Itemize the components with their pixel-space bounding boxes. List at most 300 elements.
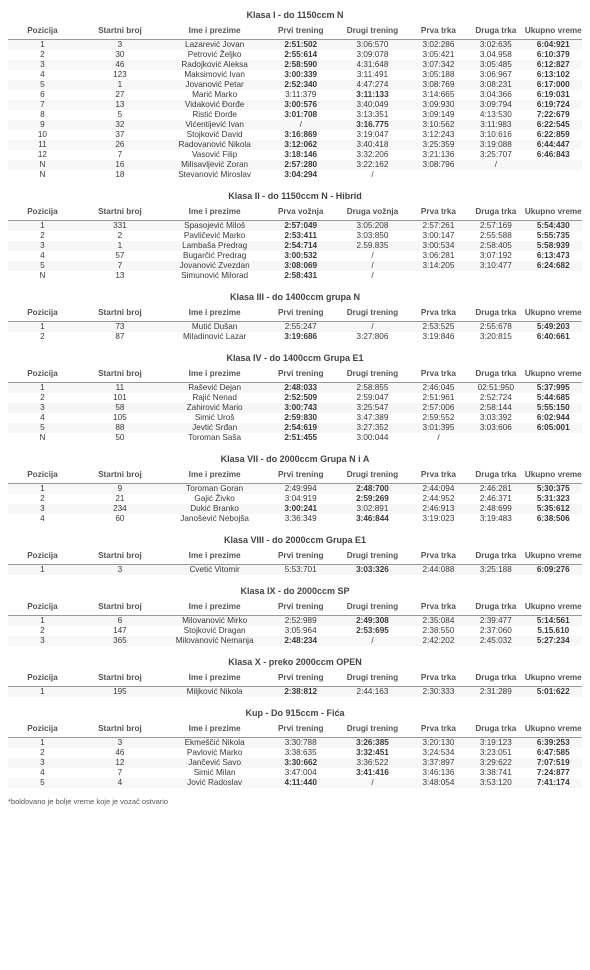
table-row	[8, 393, 582, 403]
column-header: Prva trka	[410, 22, 467, 40]
table-row	[8, 241, 582, 251]
table-cell: 3:03:850	[356, 231, 389, 240]
table-cell: 3:07:192	[479, 251, 512, 260]
table-cell: 2	[40, 494, 45, 503]
table-cell: 2:58:144	[467, 403, 524, 413]
table-cell: 3:04:919	[284, 494, 317, 503]
table-cell: 4:47:274	[335, 80, 410, 90]
table-cell: 7	[117, 150, 123, 159]
table-cell: Simunović Milorad	[181, 271, 249, 280]
table-cell: 2	[117, 231, 123, 240]
table-cell: Milisavljević Zoran	[163, 160, 266, 170]
table-cell: Jančević Savo	[163, 758, 266, 768]
table-cell: 3:26:385	[335, 738, 410, 749]
table-cell: 2:35:084	[410, 616, 467, 627]
table-cell: 2:44:952	[422, 494, 455, 503]
table-cell: 2:49:994	[266, 484, 335, 495]
table-cell: 3	[8, 241, 77, 251]
column-header: Ime i prezime	[163, 669, 266, 687]
table-cell: 2:51:961	[422, 393, 455, 402]
header-row	[8, 304, 582, 322]
table-cell: 11	[77, 383, 163, 394]
table-cell: 3:29:622	[467, 758, 524, 768]
table-cell: Simić Milan	[193, 768, 236, 777]
table-cell: /	[335, 636, 410, 646]
table-cell: 3:01:395	[410, 423, 467, 433]
column-header: Prvi trening	[266, 547, 335, 565]
table-cell: 3:38:635	[284, 748, 317, 757]
table-cell: 57	[115, 251, 125, 260]
table-cell: 4:31:648	[335, 60, 410, 70]
table-cell: 1	[77, 80, 163, 90]
table-cell: 3:05:421	[422, 50, 455, 59]
table-cell: Pavlović Marko	[186, 748, 243, 757]
table-cell: 2:44:088	[410, 565, 467, 576]
table-cell: 5	[8, 261, 77, 271]
table-cell: 3:16.775	[335, 120, 410, 130]
table-cell: 3:22:162	[335, 160, 410, 170]
table-cell: Marić Marko	[192, 90, 238, 99]
table-cell: 3:08:769	[410, 80, 467, 90]
table-cell: Radojković Aleksa	[163, 60, 266, 70]
table-cell: 6:09:276	[525, 565, 582, 576]
table-cell: 7	[77, 261, 163, 271]
table-cell: 12	[77, 758, 163, 768]
table-cell: 60	[115, 514, 125, 523]
table-cell: 3:00:339	[284, 70, 318, 79]
table-cell: 2:58:405	[467, 241, 524, 251]
table-cell: 88	[77, 423, 163, 433]
table-cell: 6	[40, 90, 45, 99]
table-cell: /	[371, 170, 374, 179]
table-cell: 3:09:078	[356, 50, 389, 59]
column-header: Ime i prezime	[163, 547, 266, 565]
table-cell: 32	[77, 120, 163, 130]
column-header: Druga trka	[467, 365, 524, 383]
table-cell: 3:12:243	[422, 130, 455, 139]
column-header: Drugi trening	[335, 304, 410, 322]
table-cell: 3:09:794	[467, 100, 524, 110]
class-title: Klasa IV - do 1400ccm Grupa E1	[226, 353, 364, 363]
class-section	[8, 452, 582, 524]
table-cell: 2:30:333	[410, 687, 467, 698]
column-header: Drugi trening	[335, 720, 410, 738]
column-header: Ukupno vreme	[525, 304, 582, 322]
table-cell: 2:59:047	[356, 393, 389, 402]
table-cell: 2:55:678	[467, 322, 524, 333]
table-row	[8, 626, 582, 636]
table-cell	[467, 271, 524, 281]
column-header: Pozicija	[8, 466, 77, 484]
header-row	[8, 203, 582, 221]
table-cell: 3:36:522	[335, 758, 410, 768]
table-row	[8, 738, 582, 749]
table-cell: 3:47:389	[356, 413, 389, 422]
table-cell: 3:05:188	[422, 70, 455, 79]
column-header: Druga trka	[467, 669, 524, 687]
table-cell: 3:11:133	[356, 90, 389, 99]
results-table	[8, 547, 582, 575]
column-header: Ime i prezime	[163, 598, 266, 616]
table-cell: 3:40:418	[335, 140, 410, 150]
table-cell: 2:53:525	[410, 322, 467, 333]
table-cell: 3:47:004	[284, 768, 317, 777]
table-cell: 4	[40, 514, 45, 523]
table-cell: 13	[77, 100, 163, 110]
table-cell	[410, 271, 467, 281]
table-cell: 3:10:477	[467, 261, 524, 271]
table-row	[8, 60, 582, 70]
table-cell: 6:38:506	[536, 514, 570, 523]
table-cell: 1	[8, 738, 77, 749]
table-row	[8, 504, 582, 514]
table-cell: 1	[77, 241, 163, 251]
table-cell: Lambaša Predrag	[163, 241, 266, 251]
header-row	[8, 598, 582, 616]
table-row	[8, 403, 582, 413]
table-cell: /	[335, 778, 410, 788]
table-cell: Vidaković Đorđe	[163, 100, 266, 110]
table-cell: 02:51:950	[467, 383, 524, 394]
table-cell: 5:01:622	[525, 687, 582, 698]
table-cell: 3:07:342	[410, 60, 467, 70]
table-cell: 73	[77, 322, 163, 333]
column-header: Startni broj	[77, 304, 163, 322]
table-cell: 7:22:679	[536, 110, 570, 119]
table-cell: 3:37:897	[410, 758, 467, 768]
table-cell: 3:00:044	[356, 433, 389, 442]
column-header: Prva trka	[410, 669, 467, 687]
table-cell: 3:20:815	[479, 332, 512, 341]
table-cell: 50	[115, 433, 125, 442]
table-cell: 6:02:944	[536, 413, 570, 422]
table-cell: 3:08:231	[467, 80, 524, 90]
column-header: Druga trka	[467, 547, 524, 565]
column-header: Druga trka	[467, 203, 524, 221]
table-cell	[467, 170, 524, 180]
table-cell: 4	[40, 70, 45, 79]
table-cell: 2	[40, 748, 45, 757]
table-cell: Ekmeščić Nikola	[163, 738, 266, 749]
column-header: Ime i prezime	[163, 720, 266, 738]
column-header: Druga trka	[467, 22, 524, 40]
column-header: Drugi trening	[335, 466, 410, 484]
results-table	[8, 304, 582, 342]
table-cell: 2:59:830	[284, 413, 318, 422]
table-cell: 4	[77, 778, 163, 788]
column-header: Pozicija	[8, 365, 77, 383]
table-row	[8, 150, 582, 160]
column-header: Druga trka	[467, 466, 524, 484]
results-table	[8, 466, 582, 524]
table-cell: 3:02:635	[467, 40, 524, 51]
table-cell: 2:53:411	[284, 231, 317, 240]
table-cell: 3:16:869	[284, 130, 318, 139]
column-header: Druga vožnja	[335, 203, 410, 221]
table-cell: 4:13:530	[479, 110, 512, 119]
table-cell: 4	[40, 413, 45, 422]
column-header: Pozicija	[8, 547, 77, 565]
table-row	[8, 565, 582, 576]
table-cell: Pavličević Marko	[183, 231, 246, 240]
table-cell: Vićentijević Ivan	[163, 120, 266, 130]
table-cell: 3:11:491	[356, 70, 389, 79]
table-cell: 2:38:812	[266, 687, 335, 698]
table-row	[8, 100, 582, 110]
table-cell: 5:53:701	[266, 565, 335, 576]
table-cell: 37	[115, 130, 125, 139]
footnote: *boldovano je bolje vreme koje je vozač ostvario	[8, 797, 169, 806]
table-row	[8, 494, 582, 504]
column-header: Prva trka	[410, 365, 467, 383]
table-row	[8, 170, 582, 180]
table-cell: 5:58:939	[525, 241, 582, 251]
table-cell: Stevanović Miroslav	[178, 170, 252, 179]
table-cell: /	[335, 322, 410, 333]
results-table	[8, 22, 582, 180]
table-cell: /	[335, 261, 410, 271]
table-row	[8, 90, 582, 100]
table-row	[8, 758, 582, 768]
column-header: Ime i prezime	[163, 203, 266, 221]
table-cell: 2:58:431	[284, 271, 318, 280]
column-header: Startni broj	[77, 720, 163, 738]
table-row	[8, 687, 582, 698]
column-header: Ukupno vreme	[525, 365, 582, 383]
table-cell: 6:19:724	[525, 100, 582, 110]
table-cell: 2:48:234	[266, 636, 335, 646]
table-row	[8, 616, 582, 627]
results-table	[8, 669, 582, 697]
class-title: Klasa III - do 1400ccm grupa N	[229, 292, 361, 302]
column-header: Prva trka	[410, 598, 467, 616]
table-cell: /	[437, 433, 440, 442]
table-cell: Jevtić Srđan	[163, 423, 266, 433]
table-cell: 2:37:060	[479, 626, 512, 635]
column-header: Prvi trening	[266, 720, 335, 738]
column-header: Ime i prezime	[163, 22, 266, 40]
table-cell: 2:59:552	[422, 413, 455, 422]
table-cell: 3:00:534	[410, 241, 467, 251]
table-row	[8, 322, 582, 333]
table-cell: 26	[77, 140, 163, 150]
table-cell: 5	[117, 110, 123, 119]
table-cell: 3	[77, 40, 163, 51]
table-cell: Miljković Nikola	[163, 687, 266, 698]
table-cell: Rajić Nenad	[192, 393, 237, 402]
table-cell: 2:59:269	[356, 494, 389, 503]
table-cell: 5:37:995	[525, 383, 582, 394]
table-cell: 3:40:049	[335, 100, 410, 110]
table-cell: 3:24:534	[422, 748, 455, 757]
column-header: Ime i prezime	[163, 304, 266, 322]
table-cell: 3:08:796	[410, 160, 467, 170]
table-cell: 3:03:606	[467, 423, 524, 433]
column-header: Pozicija	[8, 304, 77, 322]
table-cell: Spasojević Miloš	[163, 221, 266, 232]
column-header: Pozicija	[8, 669, 77, 687]
table-cell: 7:07:519	[525, 758, 582, 768]
table-cell: 3:30:662	[266, 758, 335, 768]
table-cell: 2:48:699	[467, 504, 524, 514]
table-cell: 123	[113, 70, 127, 79]
header-row	[8, 365, 582, 383]
table-cell: 2:51:502	[266, 40, 335, 51]
table-cell	[525, 160, 582, 170]
table-cell: 5:55:735	[536, 231, 570, 240]
table-cell: 5	[8, 423, 77, 433]
table-cell: 5	[8, 778, 77, 788]
class-title: Klasa I - do 1150ccm N	[246, 10, 344, 20]
table-row	[8, 484, 582, 495]
table-cell: 4	[40, 768, 45, 777]
table-cell: 3:00:743	[266, 403, 335, 413]
table-cell: 6:04:921	[525, 40, 582, 51]
table-cell: 12	[37, 150, 47, 159]
column-header: Prvi trening	[266, 22, 335, 40]
table-cell: 3:23:051	[479, 748, 512, 757]
column-header: Ukupno vreme	[525, 22, 582, 40]
column-header: Druga trka	[467, 598, 524, 616]
table-cell: 3:09:930	[410, 100, 467, 110]
table-cell: 2	[40, 332, 45, 341]
table-cell: 6:19:031	[536, 90, 570, 99]
table-cell: 6:39:253	[525, 738, 582, 749]
table-cell: Dukić Branko	[163, 504, 266, 514]
table-cell: 9	[8, 120, 77, 130]
table-cell: 7:24:877	[536, 768, 570, 777]
table-cell: 10	[37, 130, 47, 139]
table-cell: 3	[8, 636, 77, 646]
table-cell: 2:52:989	[266, 616, 335, 627]
table-cell: 2:52:340	[266, 80, 335, 90]
table-cell: 234	[77, 504, 163, 514]
table-cell: 2.59.835	[335, 241, 410, 251]
column-header: Ukupno vreme	[525, 203, 582, 221]
table-cell: Zahirović Mario	[163, 403, 266, 413]
table-row	[8, 748, 582, 758]
table-cell: 147	[113, 626, 127, 635]
table-cell: Jovanović Zvezdan	[163, 261, 266, 271]
table-cell: 3:12:062	[266, 140, 335, 150]
table-cell: 6:40:661	[536, 332, 570, 341]
column-header: Prvi trening	[266, 466, 335, 484]
table-cell: 6:13:473	[536, 251, 570, 260]
class-title: Klasa VIII - do 2000ccm Grupa E1	[223, 535, 367, 545]
table-cell: 6:05:001	[525, 423, 582, 433]
table-cell: 46	[77, 60, 163, 70]
table-cell: 2:46:045	[410, 383, 467, 394]
table-cell: 2	[40, 626, 45, 635]
table-row	[8, 514, 582, 524]
column-header: Pozicija	[8, 598, 77, 616]
table-cell: 5:35:612	[525, 504, 582, 514]
table-cell: 9	[77, 484, 163, 495]
column-header: Prva trka	[410, 547, 467, 565]
column-header: Prvi trening	[266, 669, 335, 687]
table-cell: 2:31:289	[467, 687, 524, 698]
table-cell: 2:58:855	[335, 383, 410, 394]
table-row	[8, 231, 582, 241]
table-cell: 7:41:174	[525, 778, 582, 788]
table-cell: Ristić Đorđe	[192, 110, 237, 119]
class-section	[8, 584, 582, 646]
table-cell: 1	[8, 616, 77, 627]
table-cell: Maksimović Ivan	[184, 70, 245, 79]
table-cell	[525, 433, 582, 443]
table-cell: 5:31:323	[536, 494, 570, 503]
table-cell: Rašević Dejan	[163, 383, 266, 394]
table-cell: 6:12:827	[525, 60, 582, 70]
table-cell: 13	[115, 271, 125, 280]
table-cell: 3:30:788	[266, 738, 335, 749]
class-section	[8, 8, 582, 180]
table-cell: 3:25:359	[410, 140, 467, 150]
table-cell: 8	[40, 110, 45, 119]
table-row	[8, 50, 582, 60]
column-header: Prvi trening	[266, 365, 335, 383]
table-cell: 2:54:714	[266, 241, 335, 251]
table-row	[8, 110, 582, 120]
table-cell: 3:20:130	[410, 738, 467, 749]
table-cell: 3:32:206	[356, 150, 389, 159]
table-cell: 2:44:094	[410, 484, 467, 495]
table-cell: Stojković David	[186, 130, 243, 139]
table-cell: 5	[8, 80, 77, 90]
table-cell: 3:00:576	[266, 100, 335, 110]
table-row	[8, 261, 582, 271]
table-cell: 1	[8, 383, 77, 394]
table-cell: 3:11:379	[285, 90, 317, 99]
table-cell: 3:18:146	[284, 150, 318, 159]
table-cell: 2:45:032	[467, 636, 524, 646]
table-cell: 3:00:147	[422, 231, 455, 240]
table-cell: 4	[40, 251, 45, 260]
table-cell: 2:54:619	[266, 423, 335, 433]
table-cell: 58	[77, 403, 163, 413]
table-cell: 6:10:379	[536, 50, 570, 59]
table-row	[8, 251, 582, 261]
table-cell: Cvetić Vitomir	[163, 565, 266, 576]
table-cell: 2:53:695	[356, 626, 389, 635]
table-row	[8, 423, 582, 433]
table-row	[8, 80, 582, 90]
table-cell: 46	[115, 748, 125, 757]
table-row	[8, 130, 582, 140]
column-header: Startni broj	[77, 22, 163, 40]
class-section	[8, 706, 582, 788]
table-cell: 3:46:136	[422, 768, 455, 777]
table-cell: 3:36:349	[284, 514, 317, 523]
table-cell: Jovanović Petar	[163, 80, 266, 90]
class-title: Klasa VII - do 2000ccm Grupa N i A	[220, 454, 370, 464]
table-cell: 2	[40, 231, 45, 240]
table-cell: 3:03:392	[479, 413, 512, 422]
table-cell: 3:19:088	[467, 140, 524, 150]
table-cell: 3:14:665	[422, 90, 455, 99]
header-row	[8, 466, 582, 484]
table-cell: 7	[8, 100, 77, 110]
table-cell: N	[39, 271, 46, 280]
table-row	[8, 768, 582, 778]
table-cell: 3:10:562	[410, 120, 467, 130]
table-cell: 2:55:247	[266, 322, 335, 333]
table-cell: 3:00:241	[266, 504, 335, 514]
table-cell: 16	[77, 160, 163, 170]
table-cell: 18	[115, 170, 125, 179]
table-cell: 6:47:585	[536, 748, 570, 757]
table-cell: 3:06:570	[335, 40, 410, 51]
